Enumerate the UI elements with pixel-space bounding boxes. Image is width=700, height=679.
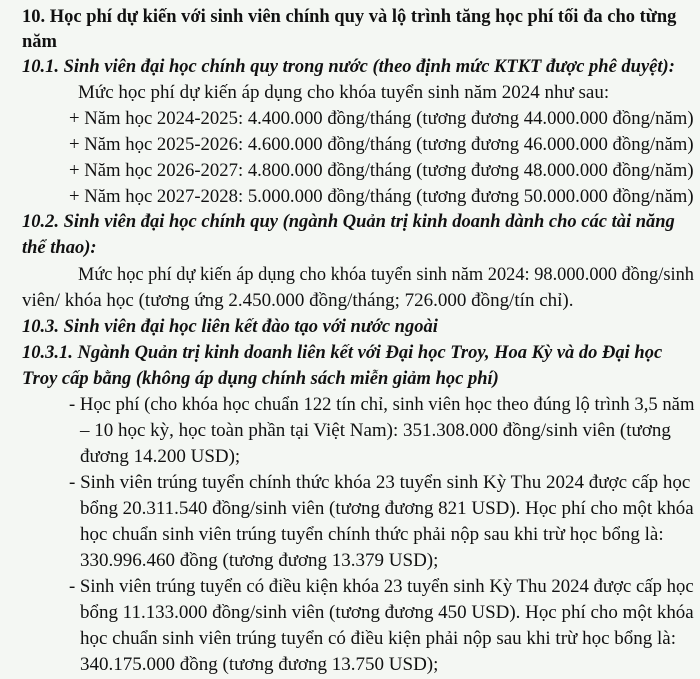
bullet-line: - Sinh viên trúng tuyển có điều kiện khóa 23 tuyển sinh Kỳ Thu 2024 được cấp học	[69, 576, 694, 597]
bullet-line: – 10 học kỳ, học toàn phần tại Việt Nam): 351.308.000 đồng/sinh viên (tương	[80, 420, 671, 441]
bullet-line: đương 14.200 USD);	[80, 446, 241, 467]
section-10-1-heading: 10.1. Sinh viên đại học chính quy trong nước (theo định mức KTKT được phê duyệt):	[22, 57, 675, 77]
bullet-line: 330.996.460 đồng (tương đương 13.379 USD);	[80, 550, 439, 571]
section-10-3-heading: 10.3. Sinh viên đại học liên kết đào tạo với nước ngoài	[22, 317, 438, 337]
bullet-line: bổng 20.311.540 đồng/sinh viên (tương đương 821 USD). Học phí cho một khóa	[80, 498, 694, 519]
fee-year-item: + Năm học 2025-2026: 4.600.000 đồng/tháng (tương đương 46.000.000 đồng/năm)	[69, 134, 694, 155]
section-10-title-line-2: năm	[22, 32, 57, 52]
bullet-line: 340.175.000 đồng (tương đương 13.750 USD);	[80, 654, 439, 675]
section-10-2-heading-line-2: thể thao):	[22, 238, 97, 258]
section-10-2-body-line-2: viên/ khóa học (tương ứng 2.450.000 đồng/tháng; 726.000 đồng/tín chỉ).	[22, 290, 574, 311]
fee-year-item: + Năm học 2026-2027: 4.800.000 đồng/tháng (tương đương 48.000.000 đồng/năm)	[69, 160, 694, 181]
bullet-line: học chuẩn sinh viên trúng tuyển chính thức phải nộp sau khi trừ học bổng là:	[80, 524, 664, 545]
bullet-line: - Sinh viên trúng tuyển chính thức khóa 23 tuyển sinh Kỳ Thu 2024 được cấp học	[69, 472, 691, 493]
section-10-2-body-line-1: Mức học phí dự kiến áp dụng cho khóa tuyển sinh năm 2024: 98.000.000 đồng/sinh	[78, 264, 694, 285]
section-10-3-1-heading-line-2: Troy cấp bằng (không áp dụng chính sách miễn giảm học phí)	[22, 369, 499, 389]
bullet-line: bổng 11.133.000 đồng/sinh viên (tương đương 450 USD). Học phí cho một khóa	[80, 602, 694, 623]
fee-year-item: + Năm học 2027-2028: 5.000.000 đồng/tháng (tương đương 50.000.000 đồng/năm)	[69, 186, 694, 207]
section-10-3-1-heading-line-1: 10.3.1. Ngành Quản trị kinh doanh liên kết với Đại học Troy, Hoa Kỳ và do Đại học	[22, 343, 663, 363]
section-10-1-intro: Mức học phí dự kiến áp dụng cho khóa tuyển sinh năm 2024 như sau:	[78, 82, 610, 103]
bullet-line: học chuẩn sinh viên trúng tuyển có điều kiện phải nộp sau khi trừ học bổng là:	[80, 628, 677, 649]
bullet-line: - Học phí (cho khóa học chuẩn 122 tín chỉ, sinh viên học theo đúng lộ trình 3,5 năm	[69, 394, 695, 415]
section-10-2-heading-line-1: 10.2. Sinh viên đại học chính quy (ngành Quản trị kinh doanh dành cho các tài năng	[22, 212, 675, 232]
section-10-title-line-1: 10. Học phí dự kiến với sinh viên chính quy và lộ trình tăng học phí tối đa cho từng	[22, 7, 677, 27]
fee-year-item: + Năm học 2024-2025: 4.400.000 đồng/tháng (tương đương 44.000.000 đồng/năm)	[69, 108, 694, 129]
